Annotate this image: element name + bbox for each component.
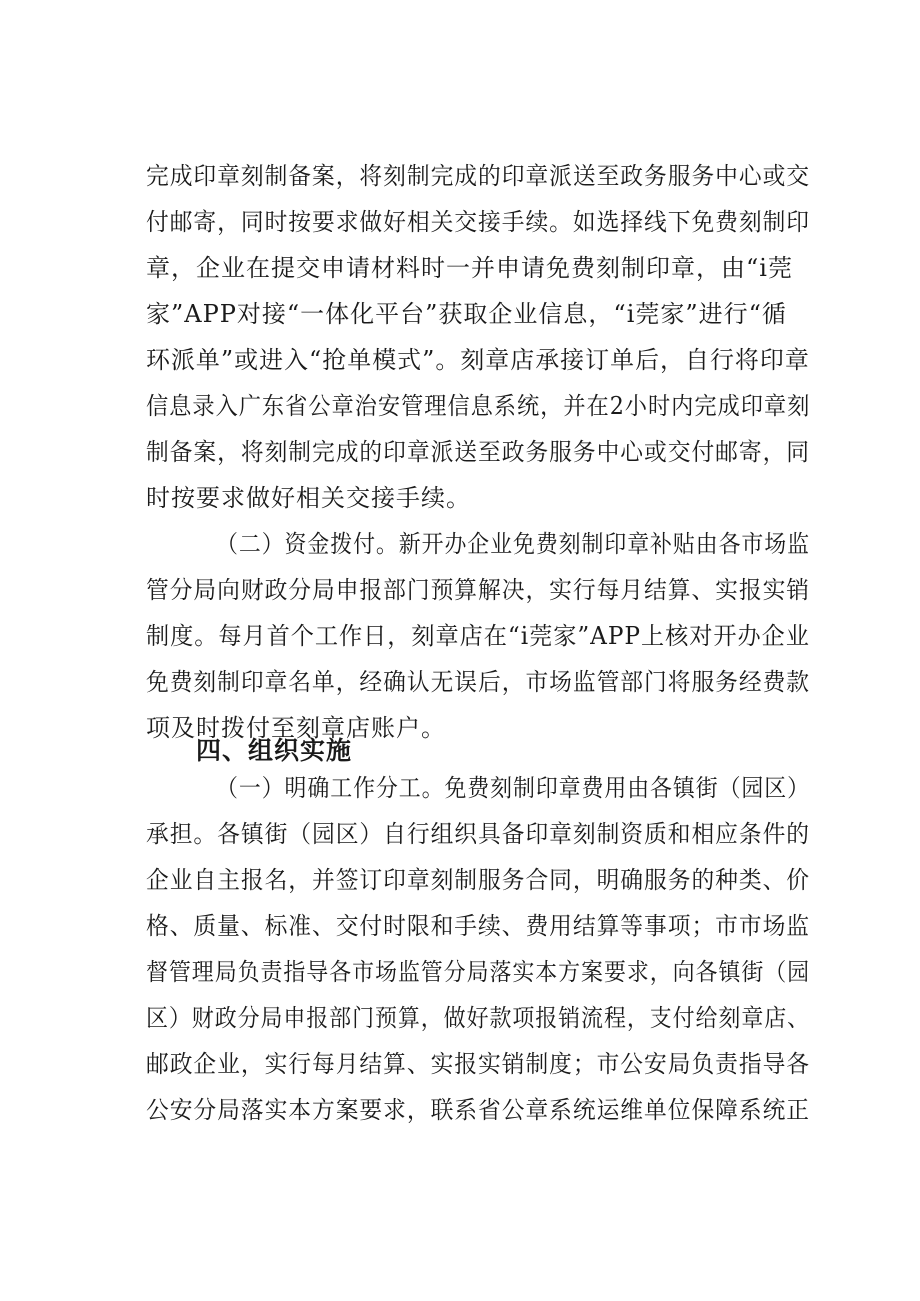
paragraph-1-line-1: 完成印章刻制备案，将刻制完成的印章派送至政务服务中心或交 bbox=[146, 162, 811, 190]
paragraph-1-line-8: 时按要求做好相关交接手续。 bbox=[146, 484, 471, 512]
paragraph-3-line-5: 督管理局负责指导各市场监管分局落实本方案要求，向各镇街（园 bbox=[146, 958, 811, 986]
paragraph-1-line-7: 制备案，将刻制完成的印章派送至政务服务中心或交付邮寄，同 bbox=[146, 438, 811, 466]
paragraph-3-line-2: 承担。各镇街（园区）自行组织具备印章刻制资质和相应条件的 bbox=[146, 820, 811, 848]
paragraph-1-line-5: 环派单”或进入“抢单模式”。刻章店承接订单后，自行将印章 bbox=[146, 346, 810, 374]
paragraph-2-line-1: （二）资金拨付。新开办企业免费刻制印章补贴由各市场监 bbox=[216, 530, 810, 558]
paragraph-3-line-8: 公安分局落实本方案要求，联系省公章系统运维单位保障系统正 bbox=[146, 1096, 811, 1124]
paragraph-1-line-3: 章，企业在提交申请材料时一并申请免费刻制印章，由“i莞 bbox=[146, 254, 793, 282]
paragraph-2-line-4: 免费刻制印章名单，经确认无误后，市场监管部门将服务经费款 bbox=[146, 668, 811, 696]
paragraph-1-line-6: 信息录入广东省公章治安管理信息系统，并在2小时内完成印章刻 bbox=[146, 392, 811, 420]
paragraph-2-line-3: 制度。每月首个工作日，刻章店在“i莞家”APP上核对开办企业 bbox=[146, 622, 810, 650]
paragraph-3-line-1: （一）明确工作分工。免费刻制印章费用由各镇街（园区） bbox=[216, 774, 810, 802]
paragraph-3-line-3: 企业自主报名，并签订印章刻制服务合同，明确服务的种类、价 bbox=[146, 866, 811, 894]
paragraph-1-line-4: 家”APP对接“一体化平台”获取企业信息，“i莞家”进行“循 bbox=[146, 300, 787, 328]
paragraph-2-line-5: 项及时拨付至刻章店账户。 bbox=[146, 714, 446, 742]
section-heading: 四、组织实施 bbox=[196, 736, 353, 765]
paragraph-3-line-7: 邮政企业，实行每月结算、实报实销制度；市公安局负责指导各 bbox=[146, 1050, 811, 1078]
paragraph-2-line-2: 管分局向财政分局申报部门预算解决，实行每月结算、实报实销 bbox=[146, 576, 811, 604]
paragraph-3-line-4: 格、质量、标准、交付时限和手续、费用结算等事项；市市场监 bbox=[146, 912, 811, 940]
paragraph-1-line-2: 付邮寄，同时按要求做好相关交接手续。如选择线下免费刻制印 bbox=[146, 208, 811, 236]
paragraph-3-line-6: 区）财政分局申报部门预算，做好款项报销流程，支付给刻章店、 bbox=[146, 1004, 811, 1032]
